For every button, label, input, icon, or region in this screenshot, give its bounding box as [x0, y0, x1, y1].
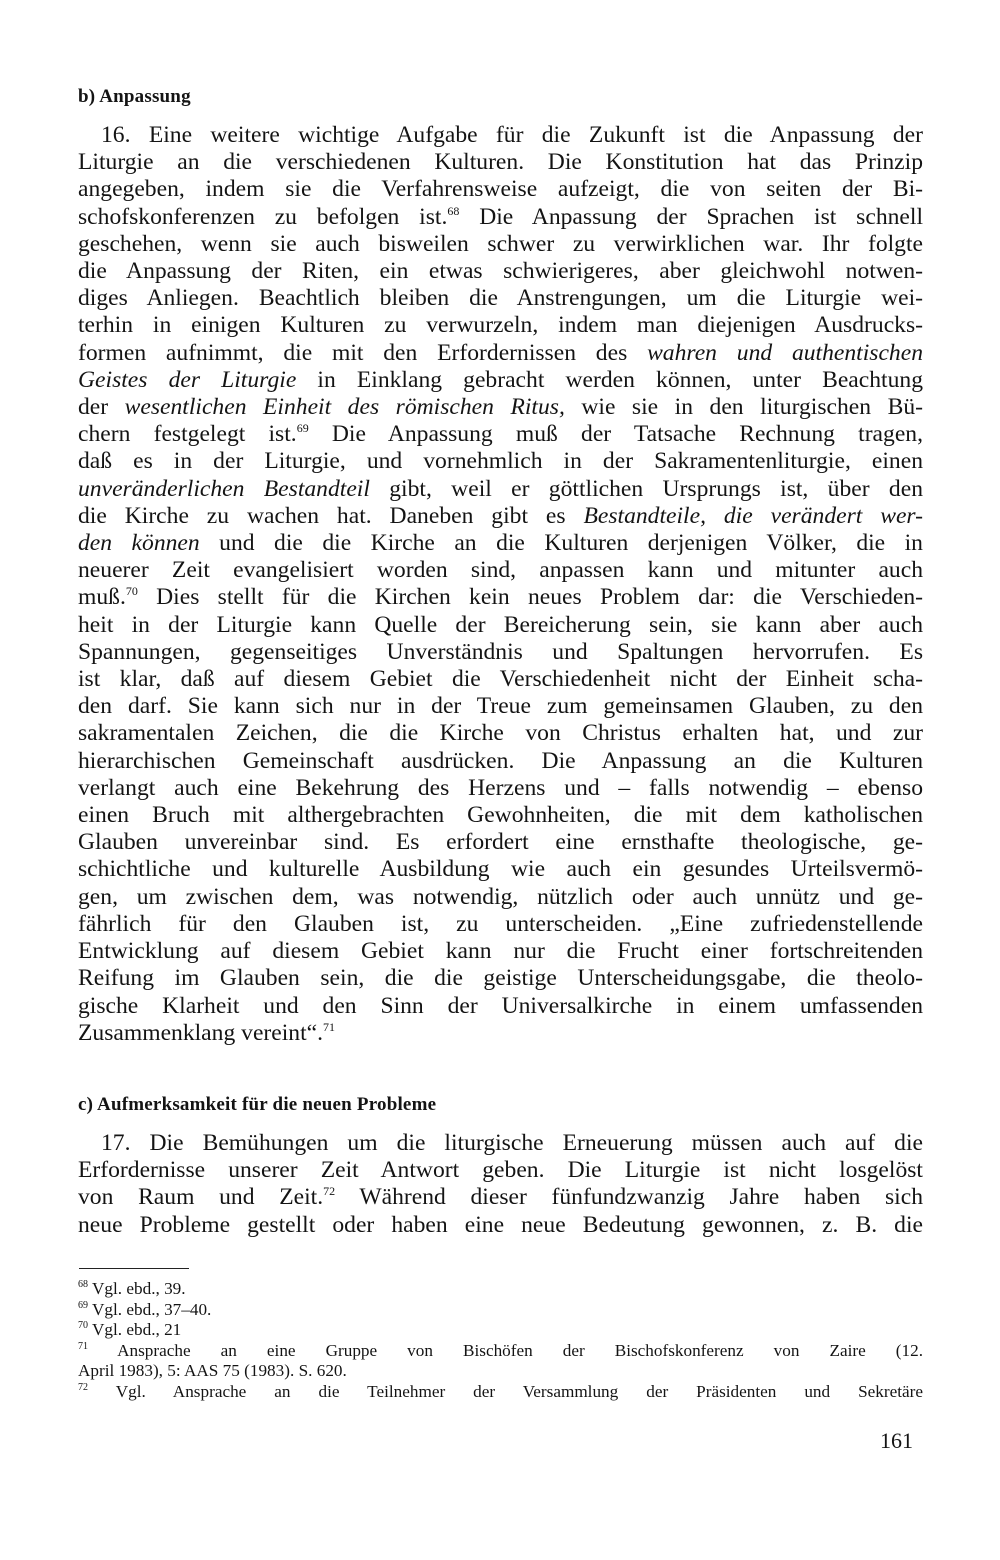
text-line: schichtliche und kulturelle Ausbildung wie auch ein gesundes Urteilsvermö-	[78, 856, 923, 883]
footnote-ref-68: 68	[447, 203, 460, 218]
text-line: diges Anliegen. Beachtlich bleiben die Anstrengungen, um die Liturgie wei-	[78, 285, 923, 312]
text-line: schofskonferenzen zu befolgen ist.$^{68}$ Die Anpassung der Sprachen ist schnell	[78, 203, 924, 230]
text-line: angegeben, indem sie die Verfahrensweise aufzeigt, die von seiten der Bi-	[78, 176, 923, 203]
footnote-mark: 71	[78, 1340, 88, 1352]
paragraph-17	[78, 1130, 923, 1239]
text-line: daß es in der Liturgie, und vornehmlich in der Sakramentenliturgie, einen	[78, 448, 923, 475]
section-heading-b: b) Anpassung	[78, 86, 191, 107]
paragraph-16	[78, 122, 923, 1047]
footnote-item: $^{71}$ Ansprache an eine Gruppe von Bischöfen der Bischofskonferenz von Zaire (12.	[78, 1340, 923, 1360]
text-line: verlangt auch eine Bekehrung des Herzens und – falls notwendig – ebenso	[78, 774, 923, 801]
text-line: formen aufnimmt, die mit den Erfordernissen des wahren und authentischen	[78, 339, 924, 366]
text-line: von Raum und Zeit.$^{72}$ Während dieser fünfundzwanzig Jahre haben sich	[78, 1184, 923, 1211]
italic-phrase: den können	[78, 530, 200, 557]
page-number: 161	[880, 1428, 913, 1453]
italic-phrase: unveränderlichen Bestandteil	[78, 475, 370, 502]
text-line: hierarchischen Gemeinschaft ausdrücken. Die Anpassung an die Kulturen	[78, 747, 923, 774]
footnote-item: $^{70}$ Vgl. ebd., 21	[78, 1320, 182, 1340]
footnote-ref-71: 71	[323, 1019, 336, 1034]
text-line: der wesentlichen Einheit des römischen Ritus, wie sie in den liturgischen Bü-	[78, 394, 923, 421]
footnote-ref-69: 69	[296, 421, 309, 436]
text-line: den können und die die Kirche an die Kulturen derjenigen Völker, die in	[78, 530, 923, 557]
footnote-mark: 70	[78, 1320, 88, 1332]
text-line: einen Bruch mit althergebrachten Gewohnheiten, die mit dem katholischen	[78, 802, 923, 829]
italic-phrase: wahren und authentischen	[647, 339, 924, 366]
footnote-mark: 72	[78, 1381, 88, 1393]
text-line: muß.$^{70}$ Dies stellt für die Kirchen kein neues Problem dar: die Verschieden-	[78, 584, 923, 611]
text-line: die Kirche zu wachen hat. Daneben gibt es Bestandteile, die verändert wer-	[78, 502, 923, 529]
text-line: heit in der Liturgie kann Quelle der Bereicherung sein, sie kann aber auch	[78, 611, 923, 638]
text-line: neuerer Zeit evangelisiert worden sind, anpassen kann und mitunter auch	[78, 557, 923, 584]
italic-phrase: Bestandteile, die verändert wer-	[583, 502, 923, 529]
footnote-item: $^{68}$ Vgl. ebd., 39.	[78, 1279, 186, 1298]
text-line: Reifung im Glauben sein, die die geistige Unterscheidungsgabe, die theolo-	[78, 965, 923, 992]
text-line: Entwicklung auf diesem Gebiet kann nur die Frucht einer fortschreitenden	[78, 938, 923, 965]
text-line: Glauben unvereinbar sind. Es erfordert eine ernsthafte theologische, ge-	[78, 829, 923, 856]
text-line: fährlich für den Glauben ist, zu unterscheiden. „Eine zufriedenstellende	[78, 910, 923, 937]
footnote-item: $^{72}$ Vgl. Ansprache an die Teilnehmer der Versammlung der Präsidenten und Sekretäre	[78, 1381, 923, 1401]
footnote-ref-70: 70	[125, 584, 138, 599]
footnote-continuation: April 1983), 5: AAS 75 (1983). S. 620.	[78, 1361, 347, 1381]
text-line: Geistes der Liturgie in Einklang gebracht werden können, unter Beachtung	[78, 366, 923, 393]
text-line: neue Probleme gestellt oder haben eine neue Bedeutung gewonnen, z. B. die	[78, 1211, 923, 1238]
footnote-item: $^{69}$ Vgl. ebd., 37–40.	[78, 1299, 212, 1319]
footnotes	[78, 1279, 923, 1403]
text-line: 16. Eine weitere wichtige Aufgabe für die Zukunft ist die Anpassung der	[101, 122, 923, 148]
text-line: ist klar, daß auf diesem Gebiet die Verschiedenheit nicht der Einheit scha-	[78, 666, 923, 693]
italic-phrase: wesentlichen Einheit des römischen Ritus,	[124, 394, 565, 421]
text-line: unveränderlichen Bestandteil gibt, weil er göttlichen Ursprungs ist, über den	[78, 475, 923, 502]
section-heading-c: c) Aufmerksamkeit für die neuen Probleme	[78, 1094, 437, 1115]
footnote-separator	[79, 1268, 189, 1269]
text-line: terhin in einigen Kulturen zu verwurzeln, indem man diejenigen Ausdrucks-	[78, 312, 923, 339]
text-line: chern festgelegt ist.$^{69}$ Die Anpassung muß der Tatsache Rechnung tragen,	[78, 421, 923, 448]
text-line: Erfordernisse unserer Zeit Antwort geben. Die Liturgie ist nicht losgelöst	[78, 1157, 923, 1184]
footnote-mark: 68	[78, 1279, 88, 1290]
italic-phrase: Geistes der Liturgie	[78, 366, 297, 393]
text-line: Liturgie an die verschiedenen Kulturen. Die Konstitution hat das Prinzip	[78, 149, 923, 176]
text-line: den darf. Sie kann sich nur in der Treue zum gemeinsamen Glauben, zu den	[78, 693, 923, 720]
paragraph-number: 16.	[101, 122, 131, 148]
text-line: geschehen, wenn sie auch bisweilen schwer zu verwirklichen war. Ihr folgte	[78, 230, 923, 257]
text-line: gische Klarheit und den Sinn der Universalkirche in einem umfassenden	[78, 992, 923, 1019]
text-line: Spannungen, gegenseitiges Unverständnis und Spaltungen hervorrufen. Es	[78, 638, 923, 665]
footnote-ref-72: 72	[323, 1184, 336, 1199]
text-line: Zusammenklang vereint“.$^{71}$	[78, 1019, 336, 1046]
paragraph-number: 17.	[101, 1130, 131, 1156]
text-line: die Anpassung der Riten, ein etwas schwierigeres, aber gleichwohl notwen-	[78, 258, 923, 285]
text-line: gen, um zwischen dem, was notwendig, nützlich oder auch unnütz und ge-	[78, 883, 923, 910]
text-line: 17. Die Bemühungen um die liturgische Erneuerung müssen auch auf die	[101, 1130, 923, 1156]
footnote-mark: 69	[78, 1299, 88, 1311]
text-line: sakramentalen Zeichen, die die Kirche von Christus erhalten hat, und zur	[78, 720, 923, 747]
